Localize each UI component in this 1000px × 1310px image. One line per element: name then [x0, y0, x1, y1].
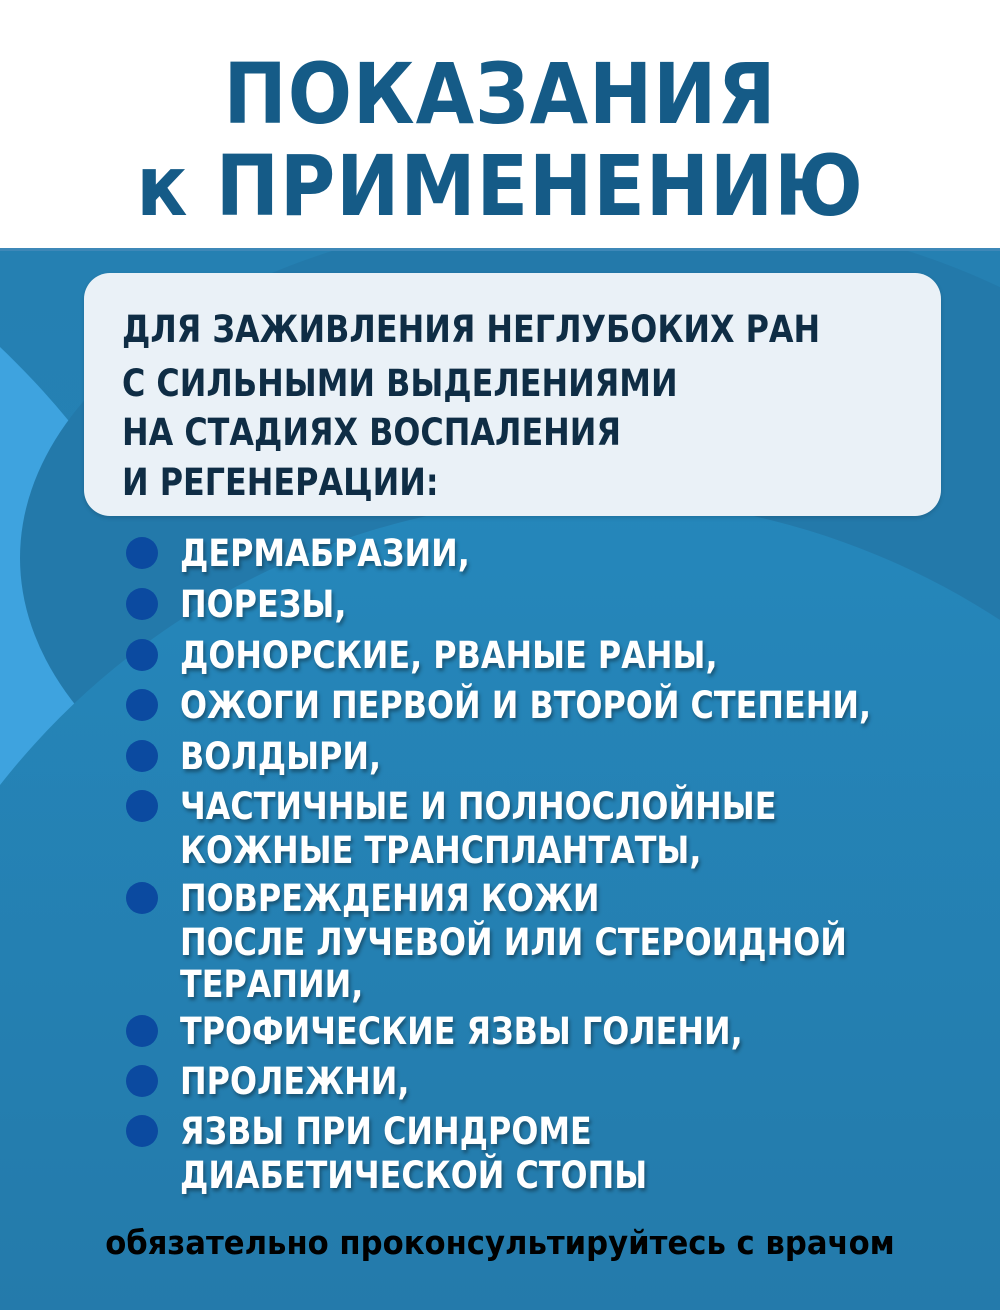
list-item: ПОРЕЗЫ,: [180, 583, 347, 626]
bullet-dot-icon: [126, 639, 158, 671]
bullet-dot-icon: [126, 1065, 158, 1097]
list-item-continuation: ПОСЛЕ ЛУЧЕВОЙ ИЛИ СТЕРОИДНОЙ: [180, 921, 847, 964]
list-item: ПОВРЕЖДЕНИЯ КОЖИ: [180, 877, 600, 920]
bullet-dot-icon: [126, 537, 158, 569]
intro-line: И РЕГЕНЕРАЦИИ:: [122, 461, 439, 504]
list-item: ДЕРМАБРАЗИИ,: [180, 532, 470, 575]
page-title-line-1: ПОКАЗАНИЯ: [223, 45, 777, 143]
bullet-dot-icon: [126, 1115, 158, 1147]
consult-doctor-note: обязательно проконсультируйтесь с врачом: [105, 1223, 895, 1262]
bullet-dot-icon: [126, 1015, 158, 1047]
list-item-continuation: КОЖНЫЕ ТРАНСПЛАНТАТЫ,: [180, 829, 702, 872]
bullet-dot-icon: [126, 882, 158, 914]
list-item-continuation: ТЕРАПИИ,: [180, 963, 364, 1006]
list-item-continuation: ДИАБЕТИЧЕСКОЙ СТОПЫ: [180, 1154, 648, 1197]
list-item: ДОНОРСКИЕ, РВАНЫЕ РАНЫ,: [180, 634, 718, 677]
bullet-dot-icon: [126, 790, 158, 822]
bullet-dot-icon: [126, 740, 158, 772]
intro-line: НА СТАДИЯХ ВОСПАЛЕНИЯ: [122, 411, 621, 454]
list-item: ОЖОГИ ПЕРВОЙ И ВТОРОЙ СТЕПЕНИ,: [180, 684, 872, 727]
intro-line: ДЛЯ ЗАЖИВЛЕНИЯ НЕГЛУБОКИХ РАН: [122, 308, 821, 351]
list-item: ЧАСТИЧНЫЕ И ПОЛНОСЛОЙНЫЕ: [180, 785, 777, 828]
list-item: ТРОФИЧЕСКИЕ ЯЗВЫ ГОЛЕНИ,: [180, 1010, 743, 1053]
bullet-dot-icon: [126, 689, 158, 721]
list-item: ВОЛДЫРИ,: [180, 735, 382, 778]
page-title-line-2: к ПРИМЕНЕНИЮ: [136, 137, 864, 235]
bullet-dot-icon: [126, 588, 158, 620]
intro-line: С СИЛЬНЫМИ ВЫДЕЛЕНИЯМИ: [122, 362, 678, 405]
list-item: ПРОЛЕЖНИ,: [180, 1060, 410, 1103]
list-item: ЯЗВЫ ПРИ СИНДРОМЕ: [180, 1110, 592, 1153]
